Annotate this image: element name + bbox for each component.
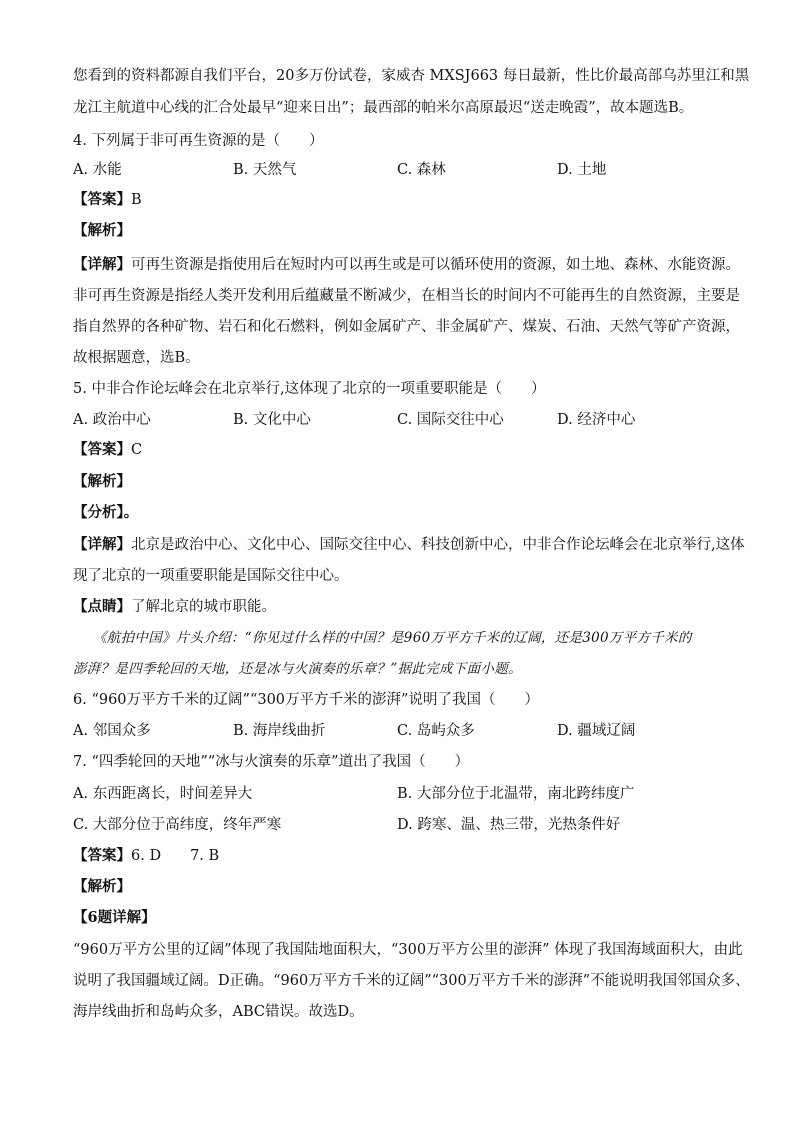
answer-line [73,846,219,866]
option-a: A. 东西距离长，时间差异大 [73,786,253,802]
intro-line: 《航拍中国》片头介绍：“你见过什么样的中国？是960万平方千米的辽阔，还是300万平方千米的 [93,630,692,646]
answer-value: 6. D 7. B [131,848,220,864]
option-a: A. 邻国众多 [73,723,151,739]
question-7: 7. “四季轮回的天地”“冰与火演奏的乐章”道出了我国（ ） [73,754,470,770]
option-d: D. 经济中心 [557,412,636,428]
option-b: B. 文化中心 [233,412,311,428]
point-text: 了解北京的城市职能。 [131,599,276,615]
option-d: D. 跨寒、温、热三带，光热条件好 [397,817,621,833]
text-line: 您看到的资料都源自我们平台，20多万份试卷，家威杏 MXSJ663 每日最新，性比价最高部乌苏里江和黑 [73,68,750,84]
analysis-tag: 【解析】 [73,878,131,895]
intro-line: 澎湃？是四季轮回的天地，还是冰与火演奏的乐章？”据此完成下面小题。 [73,661,522,677]
point-tag: 【点睛】 [73,598,131,615]
text-line: 非可再生资源是指经人类开发利用后蕴藏量不断减少，在相当长的时间内不可能再生的自然资源，主要是 [73,288,740,304]
option-c: C. 岛屿众多 [397,723,475,739]
option-c: C. 森林 [397,162,446,178]
answer-tag: 【答案】 [73,847,131,864]
option-b: B. 天然气 [233,162,297,178]
detail-text: 可再生资源是指使用后在短时内可以再生或是可以循环使用的资源，如土地、森林、水能资源。 [131,257,740,273]
option-b: B. 海岸线曲折 [233,723,326,739]
answer-line [73,440,142,460]
detail-tag: 【详解】 [73,256,131,273]
point-line [73,597,276,617]
text-line: 现了北京的一项重要职能是国际交往中心。 [73,568,349,584]
option-d: D. 疆域辽阔 [557,723,636,739]
option-b: B. 大部分位于北温带，南北跨纬度广 [397,786,635,802]
question-4: 4. 下列属于非可再生资源的是（ ） [73,133,324,149]
analysis-tag: 【解析】 [73,222,131,239]
text-line: 指自然界的各种矿物、岩石和化石燃料，例如金属矿产、非金属矿产、煤炭、石油、天然气等矿产资源， [73,319,740,335]
detail-line [73,255,740,275]
text-line: “960万平方公里的辽阔”体现了我国陆地面积大，“300万平方公里的澎湃” 体现了我国海域面积大，由此 [73,942,743,958]
answer-value: C [131,442,143,458]
answer-tag: 【答案】 [73,191,131,208]
option-a: A. 水能 [73,162,122,178]
text-line: 海岸线曲折和岛屿众多，ABC错误。故选D。 [73,1004,364,1020]
answer-line [73,190,142,210]
detail-line [73,535,745,555]
option-a: A. 政治中心 [73,412,151,428]
analysis-tag: 【解析】 [73,473,131,490]
text-line: 龙江主航道中心线的汇合处最早“迎来日出”；最西部的帕米尔高原最迟“送走晚霞”，故本题选B。 [73,100,694,116]
fenxi-tag: 【分析】。 [73,504,139,521]
detail-tag: 【详解】 [73,536,131,553]
answer-tag: 【答案】 [73,441,131,458]
detail-text: 北京是政治中心、文化中心、国际交往中心、科技创新中心，中非合作论坛峰会在北京举行,这体 [131,537,745,553]
answer-value: B [131,192,142,208]
question-6: 6. “960万平方千米的辽阔”“300万平方千米的澎湃”说明了我国（ ） [73,692,539,708]
text-line: 说明了我国疆域辽阔。D正确。“960万平方千米的辽阔”“300万平方千米的澎湃”不能说明我国邻国众多、 [73,973,750,989]
option-c: C. 大部分位于高纬度，终年严寒 [73,817,282,833]
text-line: 故根据题意，选B。 [73,350,200,366]
detail-tag: 【6题详解】 [73,909,156,926]
option-d: D. 土地 [557,162,607,178]
option-c: C. 国际交往中心 [397,412,504,428]
question-5: 5. 中非合作论坛峰会在北京举行,这体现了北京的一项重要职能是（ ） [73,381,546,397]
